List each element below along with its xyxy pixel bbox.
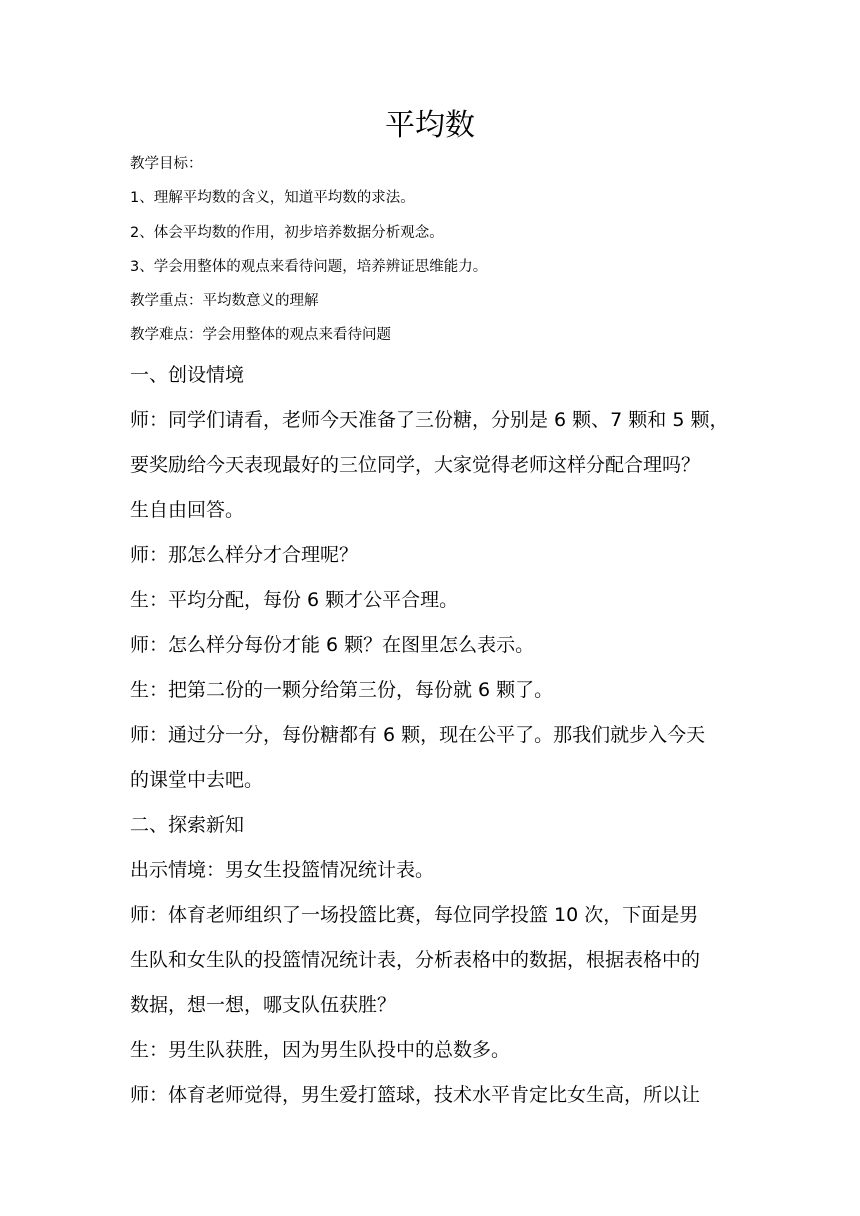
objective-item: 1、理解平均数的含义，知道平均数的求法。 [130, 190, 415, 206]
paragraph-line: 生：把第二份的一颗分给第三份，每份就 6 颗了。 [130, 679, 554, 701]
paragraph-line: 师：同学们请看，老师今天准备了三份糖，分别是 6 颗、7 颗和 5 颗， [130, 409, 729, 431]
paragraph-line: 生自由回答。 [130, 499, 245, 521]
paragraph-line: 师：体育老师觉得，男生爱打篮球，技术水平肯定比女生高，所以让 [130, 1084, 701, 1106]
objectives-label: 教学目标： [130, 156, 203, 172]
difficulty-point: 教学难点：学会用整体的观点来看待问题 [130, 327, 391, 343]
paragraph-line: 生：平均分配，每份 6 颗才公平合理。 [130, 589, 459, 611]
objective-item: 2、体会平均数的作用，初步培养数据分析观念。 [130, 225, 444, 241]
paragraph-line: 师：怎么样分每份才能 6 颗？在图里怎么表示。 [130, 634, 535, 656]
paragraph-line: 出示情境：男女生投篮情况统计表。 [130, 859, 435, 881]
section-heading: 二、探索新知 [130, 814, 245, 836]
paragraph-line: 的课堂中去吧。 [130, 769, 264, 791]
section-heading: 一、创设情境 [130, 364, 245, 386]
paragraph-line: 师：那怎么样分才合理呢？ [130, 544, 359, 566]
paragraph-line: 数据，想一想，哪支队伍获胜？ [130, 994, 397, 1016]
paragraph-line: 师：通过分一分，每份糖都有 6 颗，现在公平了。那我们就步入今天 [130, 724, 706, 746]
key-point: 教学重点：平均数意义的理解 [130, 293, 319, 309]
paragraph-line: 要奖励给今天表现最好的三位同学，大家觉得老师这样分配合理吗？ [130, 454, 701, 476]
paragraph-line: 生队和女生队的投篮情况统计表，分析表格中的数据，根据表格中的 [130, 949, 701, 971]
document-title: 平均数 [385, 108, 475, 143]
paragraph-line: 生：男生队获胜，因为男生队投中的总数多。 [130, 1039, 511, 1061]
paragraph-line: 师：体育老师组织了一场投篮比赛，每位同学投篮 10 次，下面是男 [130, 904, 699, 926]
objective-item: 3、学会用整体的观点来看待问题，培养辨证思维能力。 [130, 259, 488, 275]
